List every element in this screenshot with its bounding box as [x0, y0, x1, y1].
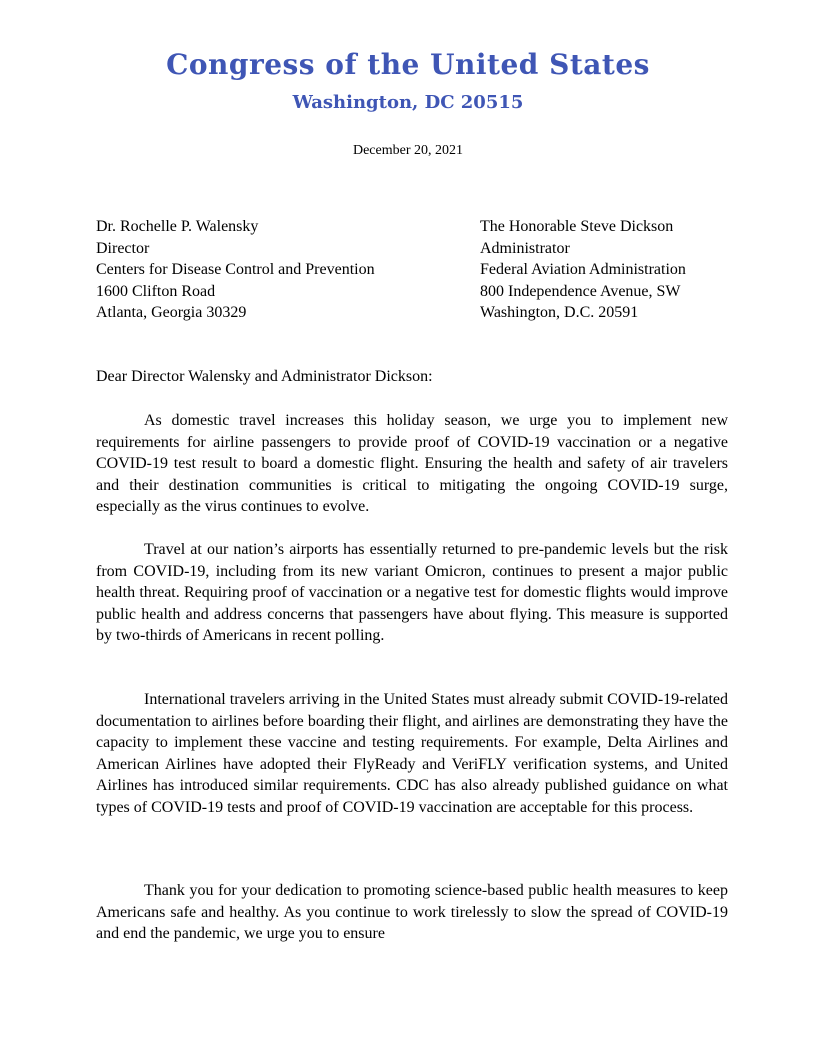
- recipient-city: Atlanta, Georgia 30329: [96, 304, 247, 321]
- body-paragraph-2: Travel at our nation’s airports has essentially returned to pre-pandemic levels but the risk from COVID-19, including from its new variant Omicron, continues to present a major public health threat. Requiring proof of vaccination or a negative test for domestic flights would improve public health and address concerns that passengers have about flying. This measure is supported by two-thirds of Americans in recent polling.: [96, 541, 728, 645]
- salutation: Dear Director Walensky and Administrator Dickson:: [96, 368, 433, 385]
- recipient-address-right: [480, 216, 686, 324]
- recipient-org: Centers for Disease Control and Prevention: [96, 261, 375, 278]
- recipient-name: The Honorable Steve Dickson: [480, 218, 674, 235]
- body-paragraph-3: International travelers arriving in the United States must already submit COVID-19-related documentation to airlines before boarding their flight, and airlines are demonstrating they have the capacity to implement these vaccine and testing requirements. For example, Delta Airlines and American Airlines have adopted their FlyReady and VeriFLY verification systems, and United Airlines has introduced similar requirements. CDC has also already published guidance on what types of COVID-19 tests and proof of COVID-19 vaccination are acceptable for this process.: [96, 691, 728, 816]
- letterhead-subtitle: Washington, DC 20515: [292, 92, 524, 113]
- recipient-street: 800 Independence Avenue, SW: [480, 282, 681, 300]
- recipient-org: Federal Aviation Administration: [480, 261, 686, 278]
- recipient-city: Washington, D.C. 20591: [480, 304, 639, 321]
- letter-date: December 20, 2021: [352, 143, 464, 158]
- recipient-title: Director: [96, 239, 150, 257]
- recipient-title: Administrator: [480, 239, 570, 257]
- letterhead-title: Congress of the United States: [166, 48, 650, 81]
- recipient-name: Dr. Rochelle P. Walensky: [96, 218, 259, 235]
- body-paragraph-4: Thank you for your dedication to promoting science-based public health measures to keep Americans safe and healthy. As you continue to work tirelessly to slow the spread of COVID-19 and end the pandemic, we urge you to ensure: [96, 882, 728, 943]
- recipient-address-left: [96, 216, 375, 324]
- body-paragraph-1: As domestic travel increases this holiday season, we urge you to implement new requirements for airline passengers to provide proof of COVID-19 vaccination or a negative COVID-19 test result to board a domestic flight. Ensuring the health and safety of air travelers and their destination communities is critical to mitigating the ongoing COVID-19 surge, especially as the virus continues to evolve.: [96, 412, 728, 516]
- recipient-street: 1600 Clifton Road: [96, 282, 216, 300]
